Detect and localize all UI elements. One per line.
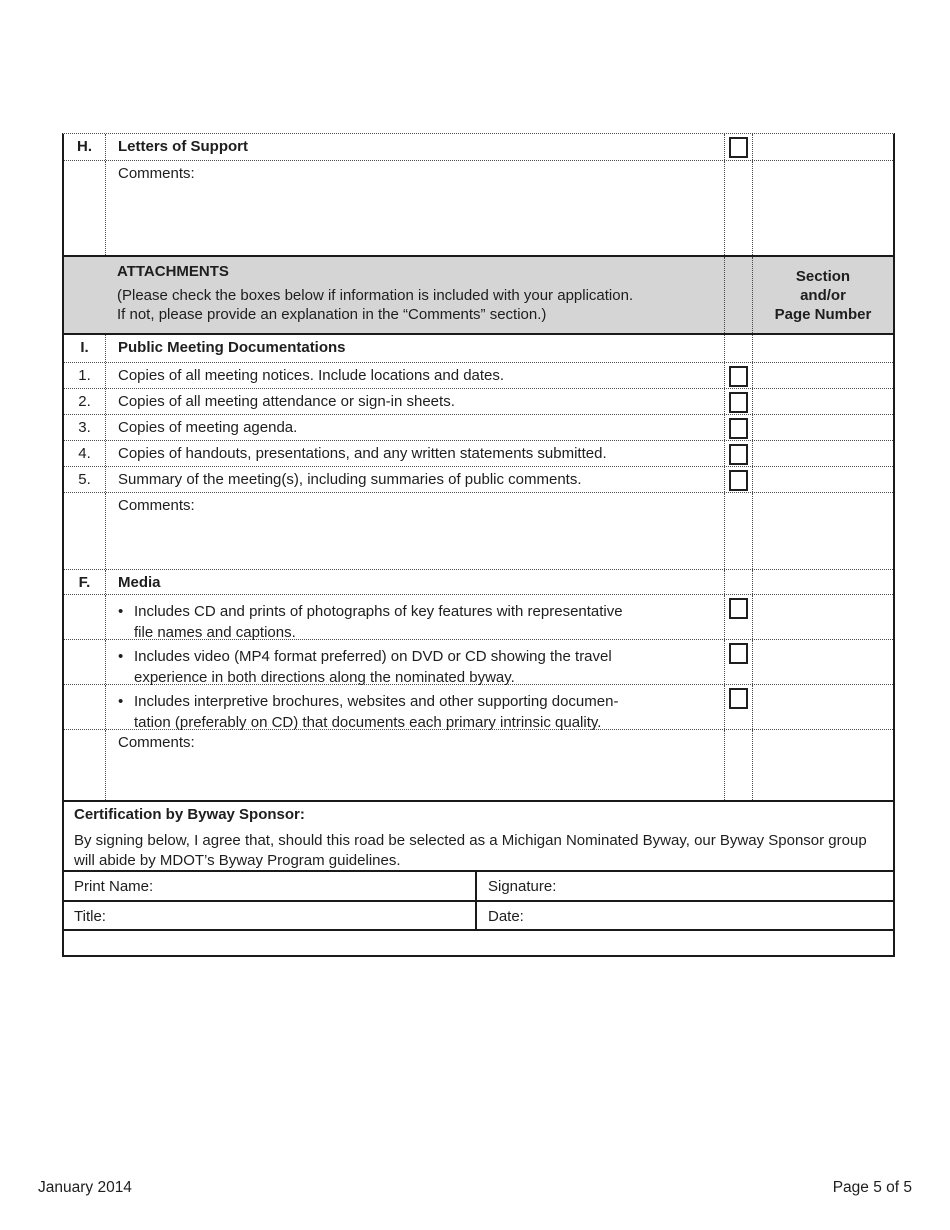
table-row-media-bullet-1	[64, 595, 893, 640]
row-comments-letters-of-support	[64, 161, 893, 255]
media-bullet-2-text	[105, 640, 724, 684]
item-number: 4.	[78, 445, 91, 462]
comments-label: Comments:	[118, 165, 195, 182]
page-number-cell-item-5[interactable]	[752, 467, 893, 492]
item-number: 1.	[78, 367, 91, 384]
item-text: Copies of all meeting notices. Include locations and dates.	[105, 363, 724, 388]
checkbox-cell-letters-of-support	[724, 134, 752, 160]
checkbox-cell-media-2	[724, 640, 752, 684]
item-number: 5.	[78, 471, 91, 488]
page-number-cell-letters-of-support[interactable]	[752, 134, 893, 160]
comments-field-letters-of-support[interactable]	[105, 161, 724, 255]
checkbox-cell-item-1	[724, 363, 752, 388]
item-5-checkbox[interactable]	[729, 470, 748, 491]
section-title-media: Media	[105, 570, 724, 594]
attachments-header-row	[64, 255, 893, 335]
section-title-public-meeting-documentations: Public Meeting Documentations	[105, 335, 724, 362]
checkbox-cell-item-5	[724, 467, 752, 492]
page-number-header-line1: Section	[795, 267, 851, 285]
bullet-line2: experience in both directions along the nominated byway.	[134, 669, 515, 686]
section-page-number-header	[752, 257, 893, 333]
comments-label: Comments:	[118, 497, 195, 514]
section-letter-h: H.	[77, 138, 92, 155]
empty-letter-cell	[64, 730, 105, 800]
comments-field-media[interactable]	[105, 730, 724, 800]
item-text: Summary of the meeting(s), including summaries of public comments.	[105, 467, 724, 492]
attachments-header-text	[64, 257, 724, 333]
checkbox-cell-item-2	[724, 389, 752, 414]
bullet-line1: Includes CD and prints of photographs of key features with representative	[134, 603, 623, 620]
item-text: Copies of meeting agenda.	[105, 415, 724, 440]
row-comments-meetings	[64, 493, 893, 570]
row-letters-of-support	[64, 134, 893, 161]
bullet-line2: file names and captions.	[134, 624, 296, 641]
empty-letter-cell	[64, 595, 105, 639]
media-2-checkbox[interactable]	[729, 643, 748, 664]
empty-check-cell	[724, 493, 752, 569]
comments-label: Comments:	[118, 734, 195, 751]
attachments-form-table	[62, 133, 895, 957]
page-number-cell-media-1[interactable]	[752, 595, 893, 639]
section-letter-i: I.	[80, 339, 89, 356]
empty-bottom-row	[64, 929, 893, 955]
bullet-icon: •	[118, 693, 124, 710]
table-row-item-1	[64, 363, 893, 389]
table-row-item-5	[64, 467, 893, 493]
item-text: Copies of all meeting attendance or sign-in sheets.	[105, 389, 724, 414]
empty-page-cell	[752, 335, 893, 362]
comments-field-meetings[interactable]	[105, 493, 724, 569]
row-comments-media	[64, 730, 893, 800]
bullet-icon: •	[118, 603, 124, 620]
item-1-checkbox[interactable]	[729, 366, 748, 387]
section-letter-f: F.	[78, 574, 91, 591]
page-number-cell-media-2[interactable]	[752, 640, 893, 684]
attachments-instructions-line2: If not, please provide an explanation in the “Comments” section.)	[117, 306, 547, 323]
media-bullet-1-text	[105, 595, 724, 639]
footer-date: January 2014	[38, 1179, 132, 1196]
empty-letter-cell	[64, 493, 105, 569]
checkbox-cell-item-4	[724, 441, 752, 466]
item-number: 2.	[78, 393, 91, 410]
empty-check-cell	[724, 570, 752, 594]
item-number: 3.	[78, 419, 91, 436]
media-3-checkbox[interactable]	[729, 688, 748, 709]
media-bullet-3-text	[105, 685, 724, 729]
row-media	[64, 570, 893, 595]
empty-page-cell	[752, 493, 893, 569]
date-field[interactable]	[475, 902, 893, 929]
table-row-item-2	[64, 389, 893, 415]
item-2-checkbox[interactable]	[729, 392, 748, 413]
item-3-checkbox[interactable]	[729, 418, 748, 439]
print-name-field[interactable]	[64, 872, 475, 900]
signature-field[interactable]	[475, 872, 893, 900]
empty-page-cell	[752, 570, 893, 594]
empty-page-cell	[752, 161, 893, 255]
page-number-cell-item-1[interactable]	[752, 363, 893, 388]
page-number-cell-item-3[interactable]	[752, 415, 893, 440]
empty-check-cell	[724, 730, 752, 800]
certification-body: By signing below, I agree that, should this road be selected as a Michigan Nominated Byway, our Byway Sponsor group will abide by MDOT’s Byway Program guidelines.	[74, 832, 867, 869]
bullet-line1: Includes video (MP4 format preferred) on DVD or CD showing the travel	[134, 648, 612, 665]
signature-label: Signature:	[488, 878, 557, 895]
table-row-media-bullet-2	[64, 640, 893, 685]
row-public-meeting-documentations	[64, 335, 893, 363]
certification-title: Certification by Byway Sponsor:	[74, 806, 305, 823]
checkbox-cell-item-3	[724, 415, 752, 440]
footer-page-number: Page 5 of 5	[832, 1179, 912, 1196]
signature-row-2	[64, 900, 893, 929]
empty-letter-cell	[64, 685, 105, 729]
letters-of-support-checkbox[interactable]	[729, 137, 748, 158]
page-number-cell-media-3[interactable]	[752, 685, 893, 729]
signature-row-1	[64, 870, 893, 900]
page-number-cell-item-2[interactable]	[752, 389, 893, 414]
certification-section	[64, 800, 893, 870]
attachments-header-check-spacer	[724, 257, 752, 333]
empty-letter-cell	[64, 640, 105, 684]
page-number-header-line2: and/or	[800, 286, 846, 304]
item-4-checkbox[interactable]	[729, 444, 748, 465]
table-row-item-3	[64, 415, 893, 441]
table-row-item-4	[64, 441, 893, 467]
checkbox-cell-media-3	[724, 685, 752, 729]
print-name-label: Print Name:	[74, 878, 154, 895]
page-number-header-line3: Page Number	[774, 305, 872, 323]
attachments-instructions-line1: (Please check the boxes below if information is included with your application.	[117, 287, 634, 304]
table-row-media-bullet-3	[64, 685, 893, 730]
empty-letter-cell	[64, 161, 105, 255]
date-label: Date:	[488, 908, 524, 925]
bullet-line2: tation (preferably on CD) that documents each primary intrinsic quality.	[134, 714, 602, 731]
bullet-line1: Includes interpretive brochures, websites and other supporting documen-	[134, 693, 619, 710]
empty-check-cell	[724, 335, 752, 362]
item-text: Copies of handouts, presentations, and any written statements submitted.	[105, 441, 724, 466]
title-field[interactable]	[64, 902, 475, 929]
attachments-title: ATTACHMENTS	[117, 263, 229, 280]
section-title-letters-of-support: Letters of Support	[105, 134, 724, 160]
empty-check-cell	[724, 161, 752, 255]
media-1-checkbox[interactable]	[729, 598, 748, 619]
title-label: Title:	[74, 908, 106, 925]
checkbox-cell-media-1	[724, 595, 752, 639]
page-number-cell-item-4[interactable]	[752, 441, 893, 466]
bullet-icon: •	[118, 648, 124, 665]
empty-page-cell	[752, 730, 893, 800]
